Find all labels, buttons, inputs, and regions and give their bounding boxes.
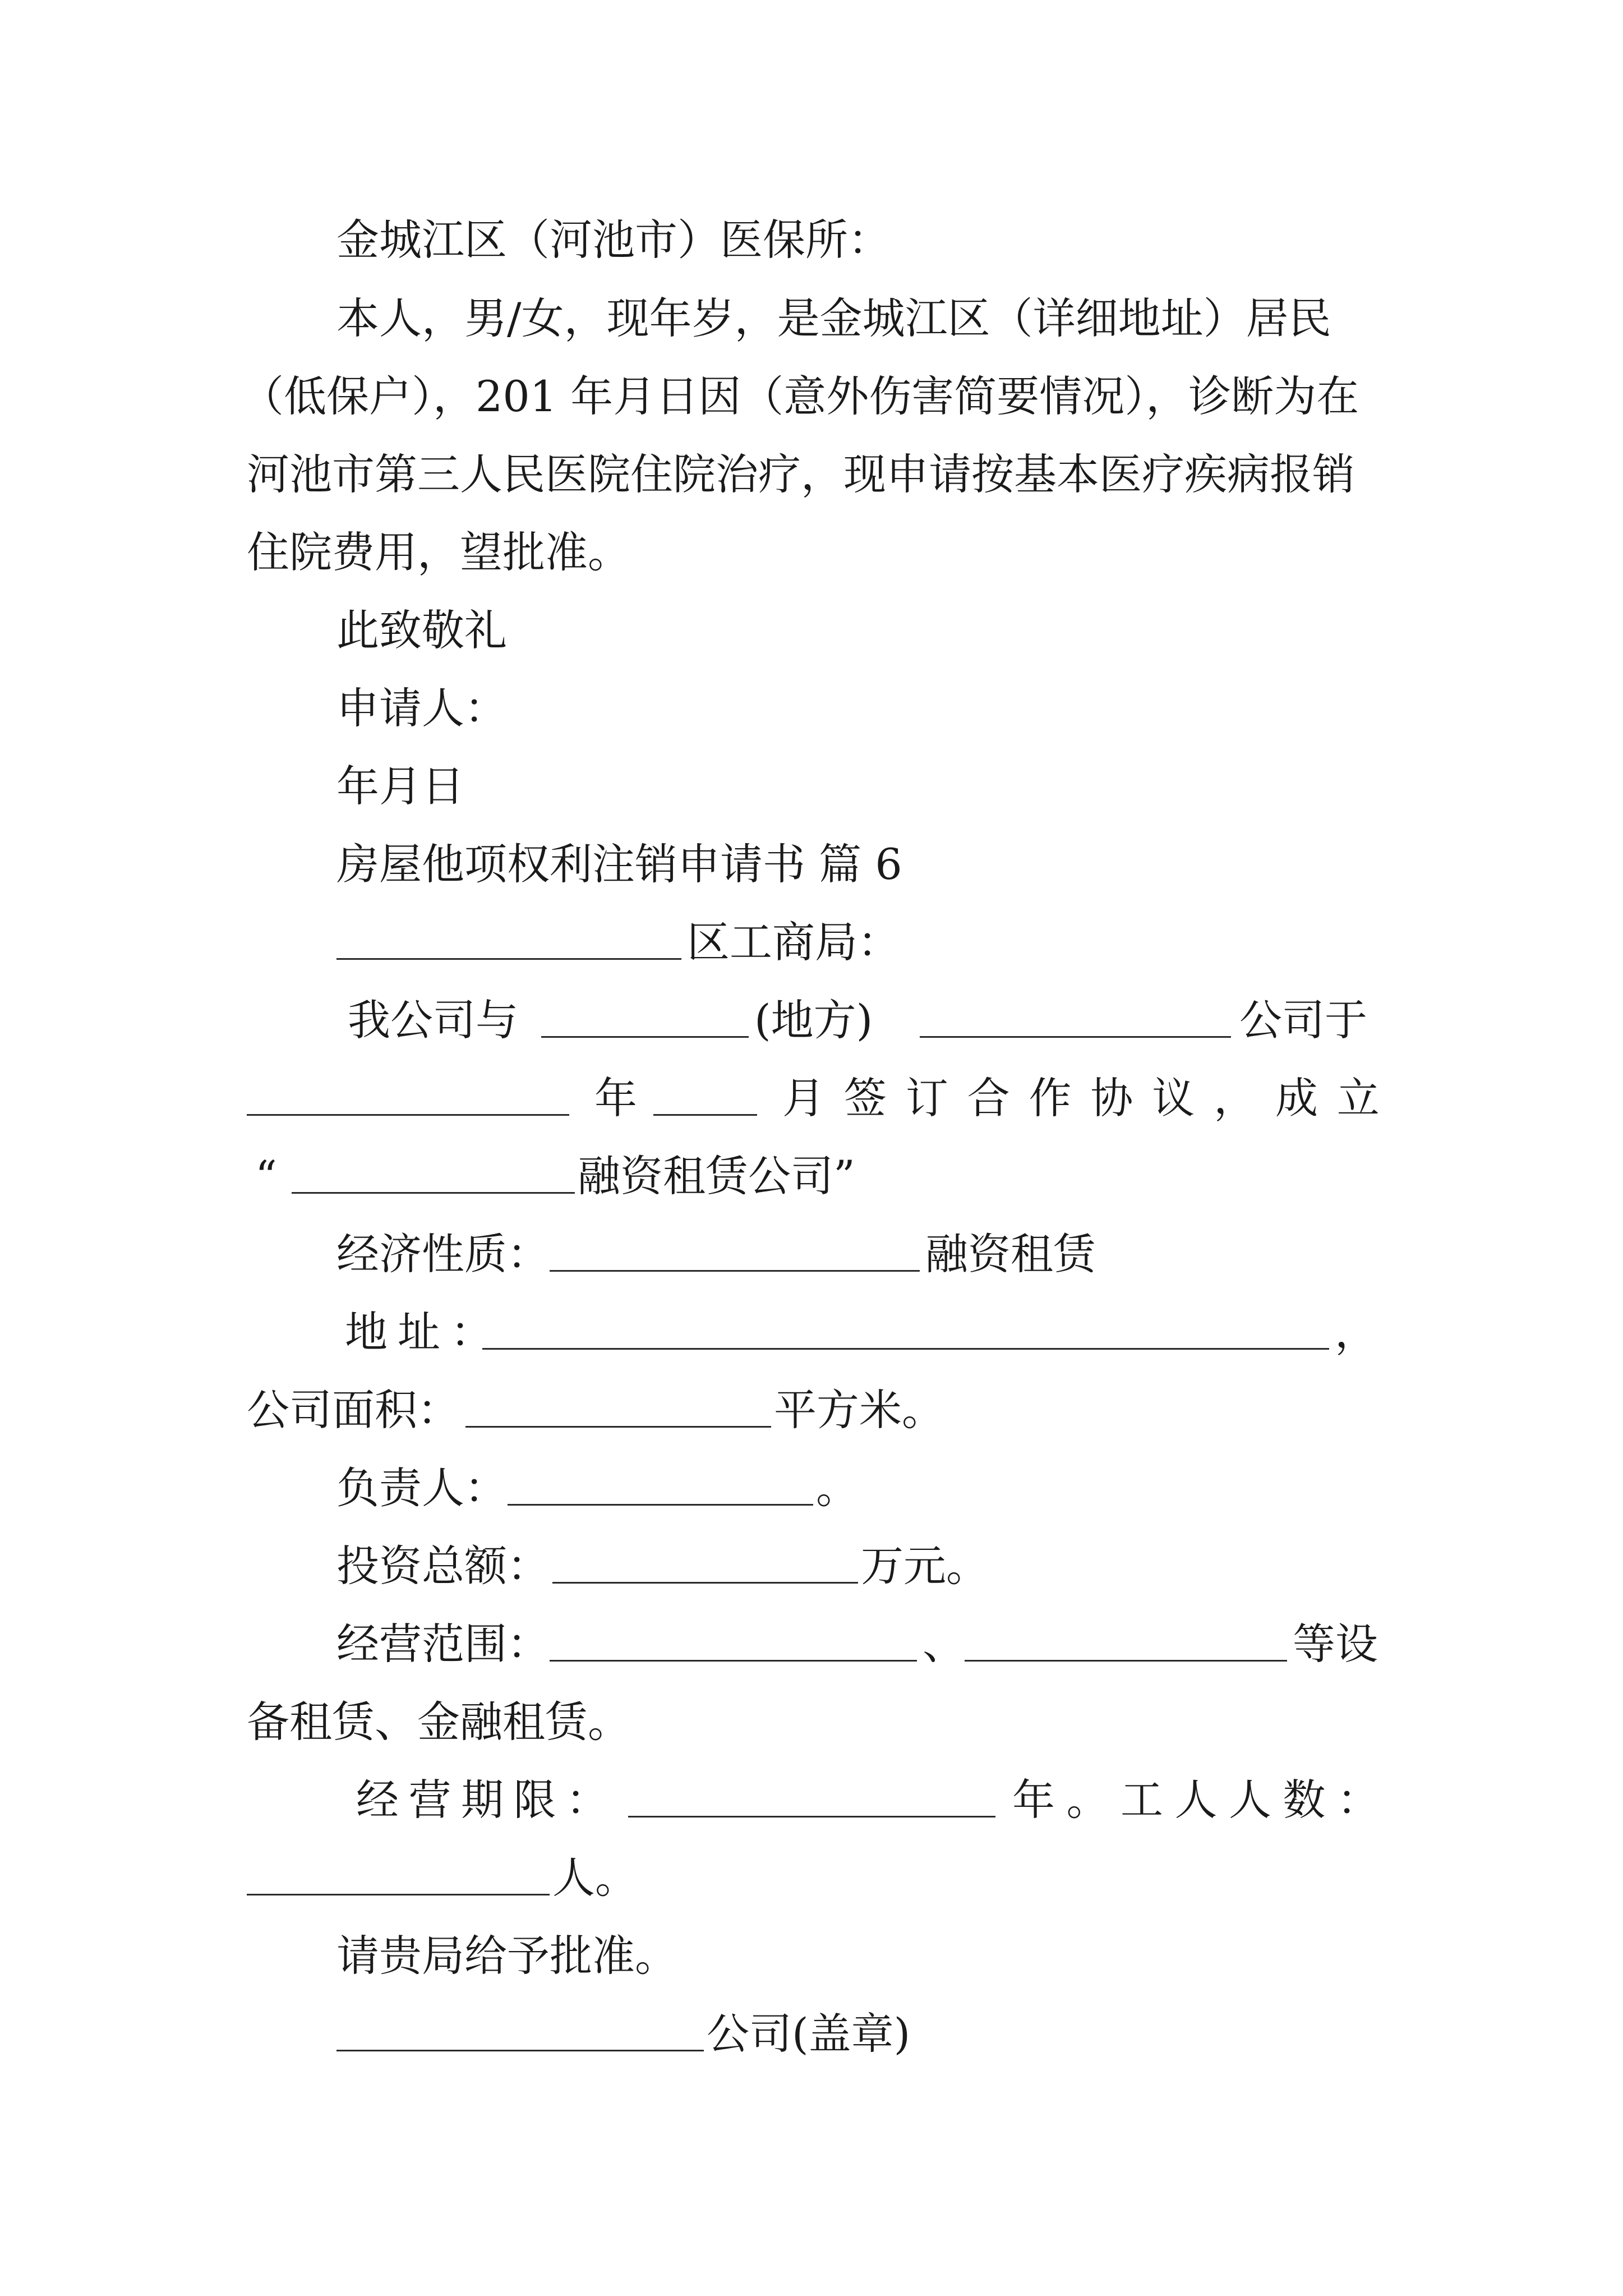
seal-line: 公司(盖章) <box>0 2006 1623 2062</box>
investment-line: 投资总额： 万元。 <box>336 1541 989 1591</box>
scope-blank-1 <box>550 1660 917 1662</box>
workers-line: 人。 <box>0 1850 1623 1906</box>
scope-line: 经营范围： 、 等设 <box>336 1619 1378 1669</box>
address-blank <box>482 1348 1329 1350</box>
manager-blank <box>508 1504 813 1506</box>
workers-blank <box>247 1894 550 1895</box>
body-line-2: （低保户），201 年月日因（意外伤害简要情况），诊断为在 <box>241 371 1359 421</box>
workers-label: 年 。 工 人 人 数 ： <box>1012 1775 1380 1825</box>
scope-blank-2 <box>965 1660 1287 1662</box>
applicant-line: 申请人： <box>336 683 507 733</box>
closing: 此致敬礼 <box>336 605 507 655</box>
area-blank <box>465 1426 771 1428</box>
body-line-1: 本人，男/女，现年岁，是金城江区（详细地址）居民 <box>336 293 1331 343</box>
district-blank <box>336 958 681 960</box>
scope-line-2: 备租赁、金融租赁。 <box>247 1697 630 1747</box>
nature-line: 经济性质： 融资租赁 <box>336 1229 1096 1279</box>
salutation-2: 区工商局： <box>0 914 1623 970</box>
term-line <box>0 1772 1623 1828</box>
month-blank <box>653 1114 757 1116</box>
partner-blank <box>541 1036 749 1038</box>
investment-blank <box>552 1582 858 1584</box>
company-name-blank <box>292 1192 575 1194</box>
p2-spread-text: 月 签 订 合 作 协 议 ， 成 立 <box>782 1073 1380 1123</box>
address-line: 地址： ， <box>345 1307 1377 1357</box>
p2-line: 年 月 签 订 合 作 协 议 ， 成 立 <box>0 1070 1623 1126</box>
company-blank <box>920 1036 1231 1038</box>
area-line: 公司面积： 平方米。 <box>247 1385 944 1435</box>
manager-line: 负责人： 。 <box>336 1463 859 1513</box>
body-line-4: 住院费用，望批准。 <box>247 527 630 577</box>
year-blank <box>247 1114 569 1116</box>
p3-line: “ 融资租赁公司” <box>255 1151 855 1201</box>
seal-company-blank <box>336 2050 704 2051</box>
term-blank <box>628 1816 995 1818</box>
section-title: 房屋他项权利注销申请书 篇 6 <box>336 839 902 889</box>
term-label: 经 营 期 限 ： <box>356 1775 608 1825</box>
p1-line: 我公司与 (地方) 公司于 <box>348 995 1367 1045</box>
date-line: 年月日 <box>336 761 464 811</box>
request-line: 请贵局给予批准。 <box>336 1931 677 1981</box>
nature-blank <box>550 1270 920 1272</box>
salutation-1: 金城江区（河池市）医保所： <box>336 215 891 265</box>
body-line-3: 河池市第三人民医院住院治疗，现申请按基本医疗疾病报销 <box>247 449 1355 499</box>
